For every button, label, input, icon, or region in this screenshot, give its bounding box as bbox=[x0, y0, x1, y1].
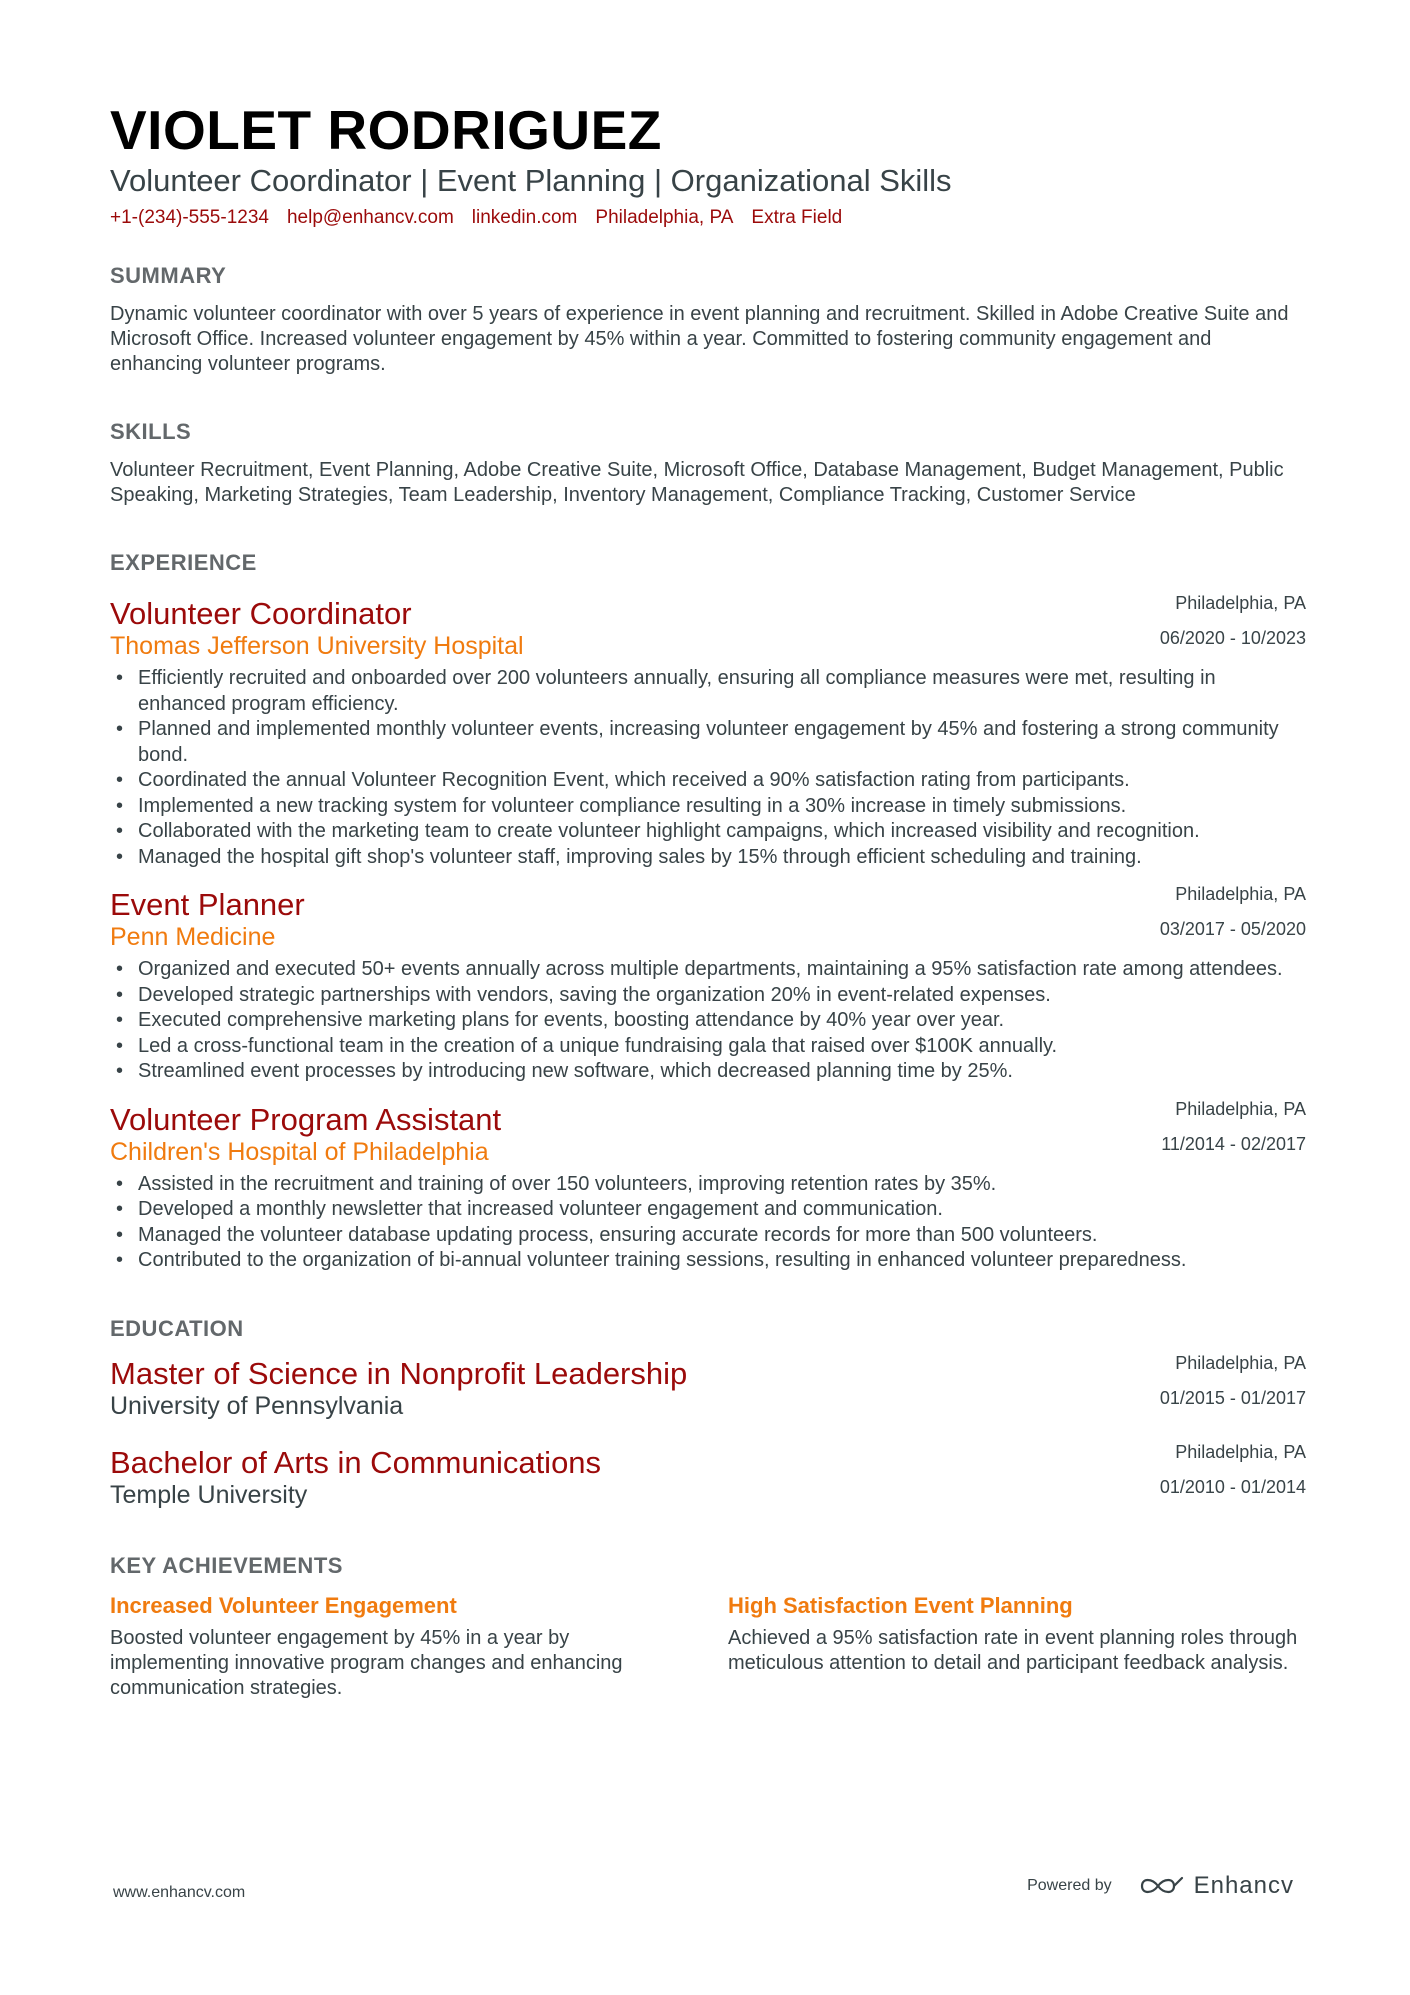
key-achievements-section bbox=[110, 1552, 1306, 1701]
achievement-list bbox=[110, 957, 1306, 1085]
list-item: • Organized and executed 50+ events annually across multiple departments, maintaining a 95% satisfaction rate among attendees. bbox=[110, 957, 1306, 983]
section-heading-key-achievements: KEY ACHIEVEMENTS bbox=[110, 1552, 343, 1578]
contact-linkedin[interactable]: linkedin.com bbox=[471, 207, 578, 228]
achievement-list bbox=[110, 1172, 1306, 1274]
degree-title: Master of Science in Nonprofit Leadership bbox=[110, 1355, 688, 1391]
list-item: • Planned and implemented monthly volunteer events, increasing volunteer engagement by 45% and fostering a strong community bond. bbox=[110, 717, 1306, 768]
job-location: Philadelphia, PA bbox=[1175, 593, 1306, 613]
list-item: • Coordinated the annual Volunteer Recognition Event, which received a 90% satisfaction rating from participants. bbox=[110, 768, 1306, 794]
achievement-title: Increased Volunteer Engagement bbox=[110, 1592, 457, 1618]
powered-by-label: Powered by bbox=[1027, 1877, 1112, 1894]
experience-entry-header bbox=[110, 1098, 1306, 1168]
footer-website-link[interactable]: www.enhancv.com bbox=[113, 1884, 246, 1901]
company-name: Thomas Jefferson University Hospital bbox=[110, 632, 524, 660]
achievement-description: Achieved a 95% satisfaction rate in event planning roles through meticulous attention to detail and participant feedback analysis. bbox=[728, 1626, 1298, 1674]
list-item: • Contributed to the organization of bi-annual volunteer training sessions, resulting in enhanced volunteer preparedness. bbox=[110, 1248, 1306, 1274]
list-item: • Led a cross-functional team in the creation of a unique fundraising gala that raised over $100K annually. bbox=[110, 1034, 1306, 1060]
skills-text: Volunteer Recruitment, Event Planning, Adobe Creative Suite, Microsoft Office, Database Management, Budget Management, Public Speaking, Marketing Strategies, Team Leadership, Inventory Management, Compliance Tracking, Customer Service bbox=[110, 459, 1284, 506]
education-location: Philadelphia, PA bbox=[1175, 1441, 1306, 1462]
list-item: • Efficiently recruited and onboarded over 200 volunteers annually, ensuring all compliance measures were met, resulting in enhanced program efficiency. bbox=[110, 666, 1306, 717]
job-title: Volunteer Coordinator bbox=[110, 596, 412, 631]
company-name: Children's Hospital of Philadelphia bbox=[110, 1137, 489, 1166]
section-heading-education: EDUCATION bbox=[110, 1315, 244, 1341]
enhancv-logo-icon bbox=[1138, 1874, 1184, 1898]
contact-email[interactable]: help@enhancv.com bbox=[286, 207, 454, 228]
contact-location: Philadelphia, PA bbox=[595, 207, 734, 228]
experience-entry-header bbox=[110, 886, 1306, 953]
education-entry bbox=[110, 1352, 1306, 1422]
footer-branding bbox=[1027, 1872, 1294, 1900]
education-entry bbox=[110, 1441, 1306, 1511]
job-title: Event Planner bbox=[110, 887, 305, 922]
list-item: • Managed the hospital gift shop's volunteer staff, improving sales by 15% through efficient scheduling and training. bbox=[110, 845, 1306, 871]
experience-section bbox=[110, 549, 1306, 1274]
enhancv-brand-link[interactable] bbox=[1138, 1872, 1294, 1900]
job-dates: 11/2014 - 02/2017 bbox=[1161, 1133, 1306, 1154]
skills-section bbox=[110, 418, 1306, 508]
education-section bbox=[110, 1315, 1306, 1511]
experience-entry bbox=[110, 886, 1306, 1085]
education-location: Philadelphia, PA bbox=[1175, 1352, 1306, 1373]
experience-entry bbox=[110, 595, 1306, 870]
section-heading-summary: SUMMARY bbox=[110, 263, 227, 288]
contact-bar bbox=[110, 206, 1306, 230]
resume-content bbox=[110, 98, 1306, 1701]
achievement-title: High Satisfaction Event Planning bbox=[728, 1592, 1073, 1618]
job-dates: 03/2017 - 05/2020 bbox=[1159, 919, 1306, 939]
education-dates: 01/2015 - 01/2017 bbox=[1159, 1387, 1306, 1408]
brand-name: Enhancv bbox=[1193, 1872, 1294, 1899]
achievement-card bbox=[728, 1592, 1302, 1701]
contact-extra-field: Extra Field bbox=[751, 207, 843, 228]
company-name: Penn Medicine bbox=[110, 923, 276, 951]
list-item: • Assisted in the recruitment and training of over 150 volunteers, improving retention rates by 35%. bbox=[110, 1172, 1306, 1198]
achievement-list bbox=[110, 666, 1306, 870]
summary-section bbox=[110, 262, 1306, 377]
school-name: University of Pennsylvania bbox=[110, 1391, 404, 1420]
candidate-name: VIOLET RODRIGUEZ bbox=[110, 99, 662, 161]
list-item: • Developed a monthly newsletter that increased volunteer engagement and communication. bbox=[110, 1197, 1306, 1223]
job-dates: 06/2020 - 10/2023 bbox=[1159, 628, 1306, 648]
candidate-title: Volunteer Coordinator | Event Planning | Organizational Skills bbox=[110, 163, 952, 198]
experience-entry bbox=[110, 1098, 1306, 1274]
job-location: Philadelphia, PA bbox=[1175, 884, 1306, 904]
section-heading-experience: EXPERIENCE bbox=[110, 550, 257, 575]
summary-text: Dynamic volunteer coordinator with over 5 years of experience in event planning and recruitment. Skilled in Adobe Creative Suite and Microsoft Office. Increased volunteer engagement by 45% within a year. Committed to fostering community engagement and enhancing volunteer programs. bbox=[110, 303, 1289, 375]
achievements-grid bbox=[110, 1592, 1306, 1701]
experience-entry-header bbox=[110, 595, 1306, 662]
list-item: • Collaborated with the marketing team to create volunteer highlight campaigns, which increased visibility and recognition. bbox=[110, 819, 1306, 845]
school-name: Temple University bbox=[110, 1480, 308, 1509]
list-item: • Streamlined event processes by introducing new software, which decreased planning time by 25%. bbox=[110, 1059, 1306, 1085]
list-item: • Executed comprehensive marketing plans for events, boosting attendance by 40% year over year. bbox=[110, 1008, 1306, 1034]
section-heading-skills: SKILLS bbox=[110, 419, 192, 444]
achievement-card bbox=[110, 1592, 684, 1701]
degree-title: Bachelor of Arts in Communications bbox=[110, 1444, 602, 1480]
job-location: Philadelphia, PA bbox=[1175, 1098, 1306, 1119]
job-title: Volunteer Program Assistant bbox=[110, 1101, 502, 1137]
education-dates: 01/2010 - 01/2014 bbox=[1159, 1476, 1306, 1497]
list-item: • Developed strategic partnerships with vendors, saving the organization 20% in event-related expenses. bbox=[110, 983, 1306, 1009]
contact-phone[interactable]: +1-(234)-555-1234 bbox=[110, 207, 269, 228]
achievement-description: Boosted volunteer engagement by 45% in a year by implementing innovative program changes and enhancing communication strategies. bbox=[110, 1626, 623, 1699]
list-item: • Managed the volunteer database updating process, ensuring accurate records for more than 500 volunteers. bbox=[110, 1223, 1306, 1249]
list-item: • Implemented a new tracking system for volunteer compliance resulting in a 30% increase in timely submissions. bbox=[110, 794, 1306, 820]
